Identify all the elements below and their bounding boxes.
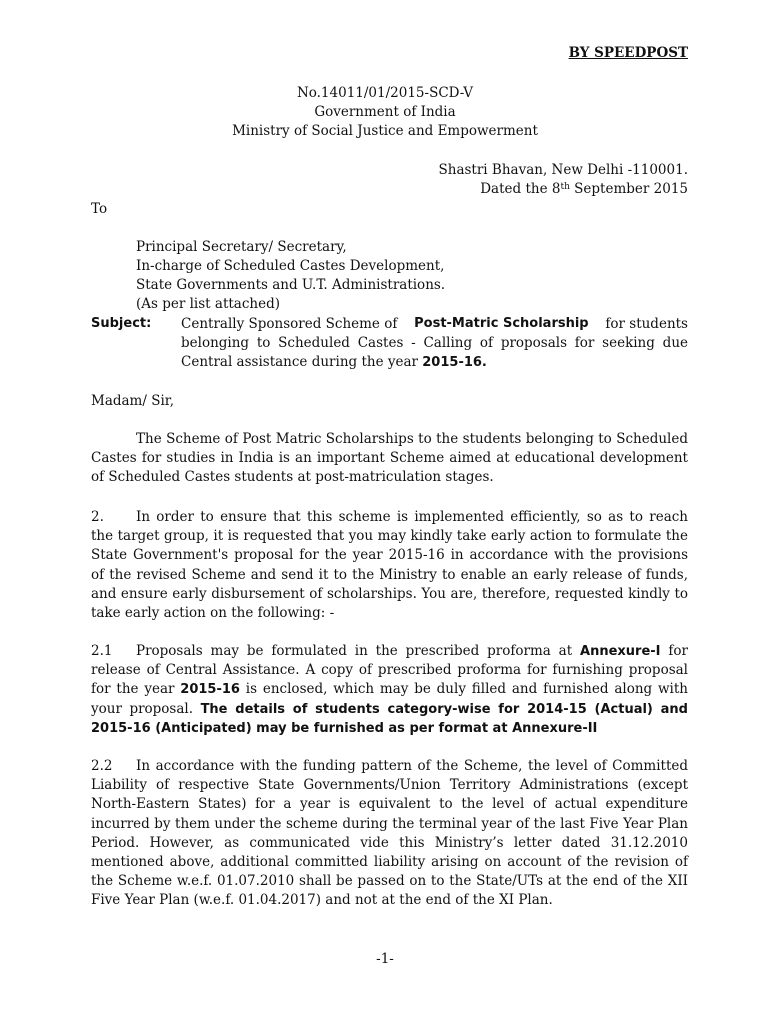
paragraph-number: 2.2 [91, 758, 113, 774]
paragraph-2-2-text: In accordance with the funding pattern of the Scheme, the level of Committed Liability of respective State Governments/Union Territory Administrations (except North-Eastern States) for a year is equivalent to the level of actual expenditure incurred by them under the scheme during the terminal year of the last Five Year Plan Period. However, as communicated vide this Ministry’s letter dated 31.12.2010 mentioned above, additional committed liability arising on account of the revision of the Scheme w.e.f. 01.07.2010 shall be passed on to the State/UTs at the end of the XII Five Year Plan (w.e.f. 01.04.2017) and not at the end of the XI Plan. [91, 758, 688, 909]
recipient-line: In-charge of Scheduled Castes Development, [136, 258, 445, 274]
subject-scheme-name: Post-Matric Scholarship [414, 316, 589, 331]
paragraph-1: The Scheme of Post Matric Scholarships to the students belonging to Scheduled Castes for studies in India is an important Scheme aimed at educational development of Scheduled Castes students at post-matriculation stages. [91, 431, 688, 486]
date-prefix: Dated the 8 [480, 181, 561, 197]
paragraph-2 [91, 508, 688, 623]
page-number: -1- [376, 951, 394, 967]
reference-number: No.14011/01/2015-SCD-V [296, 85, 474, 101]
subject-label: Subject: [91, 316, 152, 331]
subject-text: for students [605, 316, 688, 332]
subject-text: Central assistance during the year [181, 354, 423, 370]
paragraph-2-1-text: is enclosed, which may be duly filled and furnished along with your proposal. [91, 681, 688, 717]
recipient-line: State Governments and U.T. Administrations. [136, 277, 446, 293]
annexure-1-ref: Annexure-I [580, 644, 661, 659]
year-ref: 2015-16 [180, 682, 240, 698]
recipient-line: Principal Secretary/ Secretary, [136, 239, 347, 255]
paragraph-2-2 [91, 757, 688, 911]
dispatch-mode: BY SPEEDPOST [568, 45, 688, 61]
subject-text: Centrally Sponsored Scheme of [181, 316, 398, 332]
paragraph-2-1-text: for release of Central Assistance. A copy of prescribed proforma for furnishing proposal for the year [91, 643, 688, 698]
paragraph-number: 2.1 [91, 643, 113, 659]
subject-line-3 [181, 354, 487, 370]
date-suffix: September 2015 [569, 181, 688, 197]
government-line: Government of India [314, 104, 456, 120]
recipient-line: (As per list attached) [136, 296, 280, 312]
subject-line-2: belonging to Scheduled Castes - Calling of proposals for seeking due [181, 335, 688, 351]
paragraph-2-text: In order to ensure that this scheme is implemented efficiently, so as to reach the target group, it is requested that you may kindly take early action to formulate the State Government's proposal for the year 2015-16 in accordance with the provisions of the revised Scheme and send it to the Ministry to enable an early release of funds, and ensure early disbursement of scholarships. You are, therefore, requested kindly to take early action on the following: - [91, 509, 688, 622]
subject-line-1 [181, 316, 688, 332]
paragraph-2-1 [91, 642, 688, 738]
subject-year: 2015-16. [422, 355, 487, 370]
paragraph-number: 2. [91, 509, 104, 525]
date-suffix-ordinal: th [560, 182, 570, 192]
salutation: Madam/ Sir, [91, 393, 175, 409]
paragraph-2-1-text: Proposals may be formulated in the prescribed proforma at [136, 643, 581, 659]
office-address: Shastri Bhavan, New Delhi -110001. [438, 162, 688, 178]
ministry-line: Ministry of Social Justice and Empowerment [232, 123, 538, 139]
annexure-2-instruction: The details of students category-wise for 2014-15 (Actual) and 2015-16 (Anticipated) may be furnished as per format at Annexure-II [91, 701, 688, 736]
letter-date [480, 181, 688, 197]
to-label: To [91, 201, 108, 217]
